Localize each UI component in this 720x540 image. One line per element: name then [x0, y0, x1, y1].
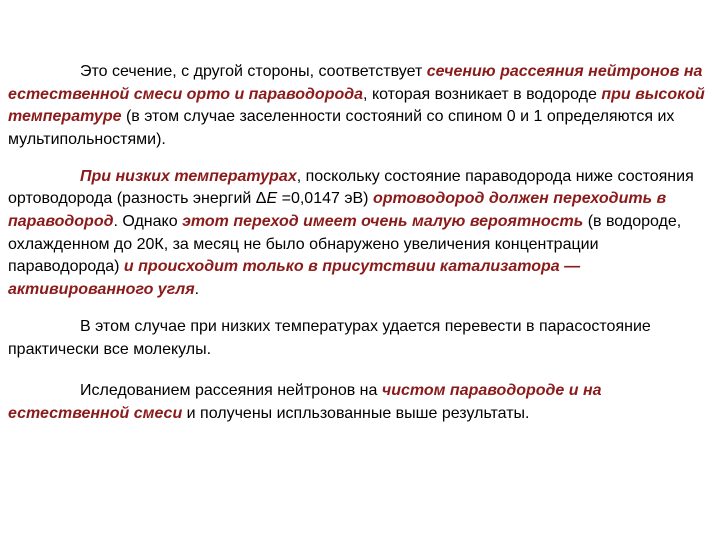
energy-variable: E [266, 190, 278, 208]
emphasis-text: этот переход имеет очень малую вероятность [182, 213, 584, 231]
text: В этом случае при низких температурах удается перевести в парасостояние практически все молекулы. [8, 317, 651, 358]
text: , поскольку состояние параводорода ниже состояния ортоводорода (разность энергий Δ [8, 167, 694, 208]
emphasis-text: При низких температурах [80, 167, 297, 185]
text: и получены испльзованные выше результаты. [182, 404, 530, 422]
paragraph-2 [8, 166, 708, 302]
text: Иследованием рассеяния нейтронов на [80, 382, 382, 400]
paragraph-3 [8, 316, 708, 361]
text: (в водороде, охлажденном до 20К, за месяц не было обнаружено увеличения концентрации параводорода) [8, 213, 682, 276]
text: , которая возникает в водороде [363, 85, 602, 103]
text: . [194, 280, 200, 298]
text: Это сечение, с другой стороны, соответствует [80, 63, 427, 80]
emphasis-text: ортоводород должен переходить в параводород [8, 190, 667, 231]
emphasis-text: сечению рассеяния нейтронов на естественной смеси орто и параводорода [8, 63, 703, 103]
paragraph-1 [8, 61, 708, 151]
text: . Однако [113, 213, 183, 231]
emphasis-text: чистом параводороде и на естественной смеси [8, 382, 602, 422]
slide-text-body [8, 61, 708, 440]
emphasis-text: и происходит только в присутствии катализатора — активированного угля [8, 258, 581, 298]
emphasis-text: при высокой температуре [8, 85, 705, 126]
paragraph-4 [8, 380, 708, 425]
text: (в этом случае заселенности состояний со спином 0 и 1 определяются их мультипольностями). [8, 108, 675, 148]
text: =0,0147 эВ) [277, 190, 373, 208]
